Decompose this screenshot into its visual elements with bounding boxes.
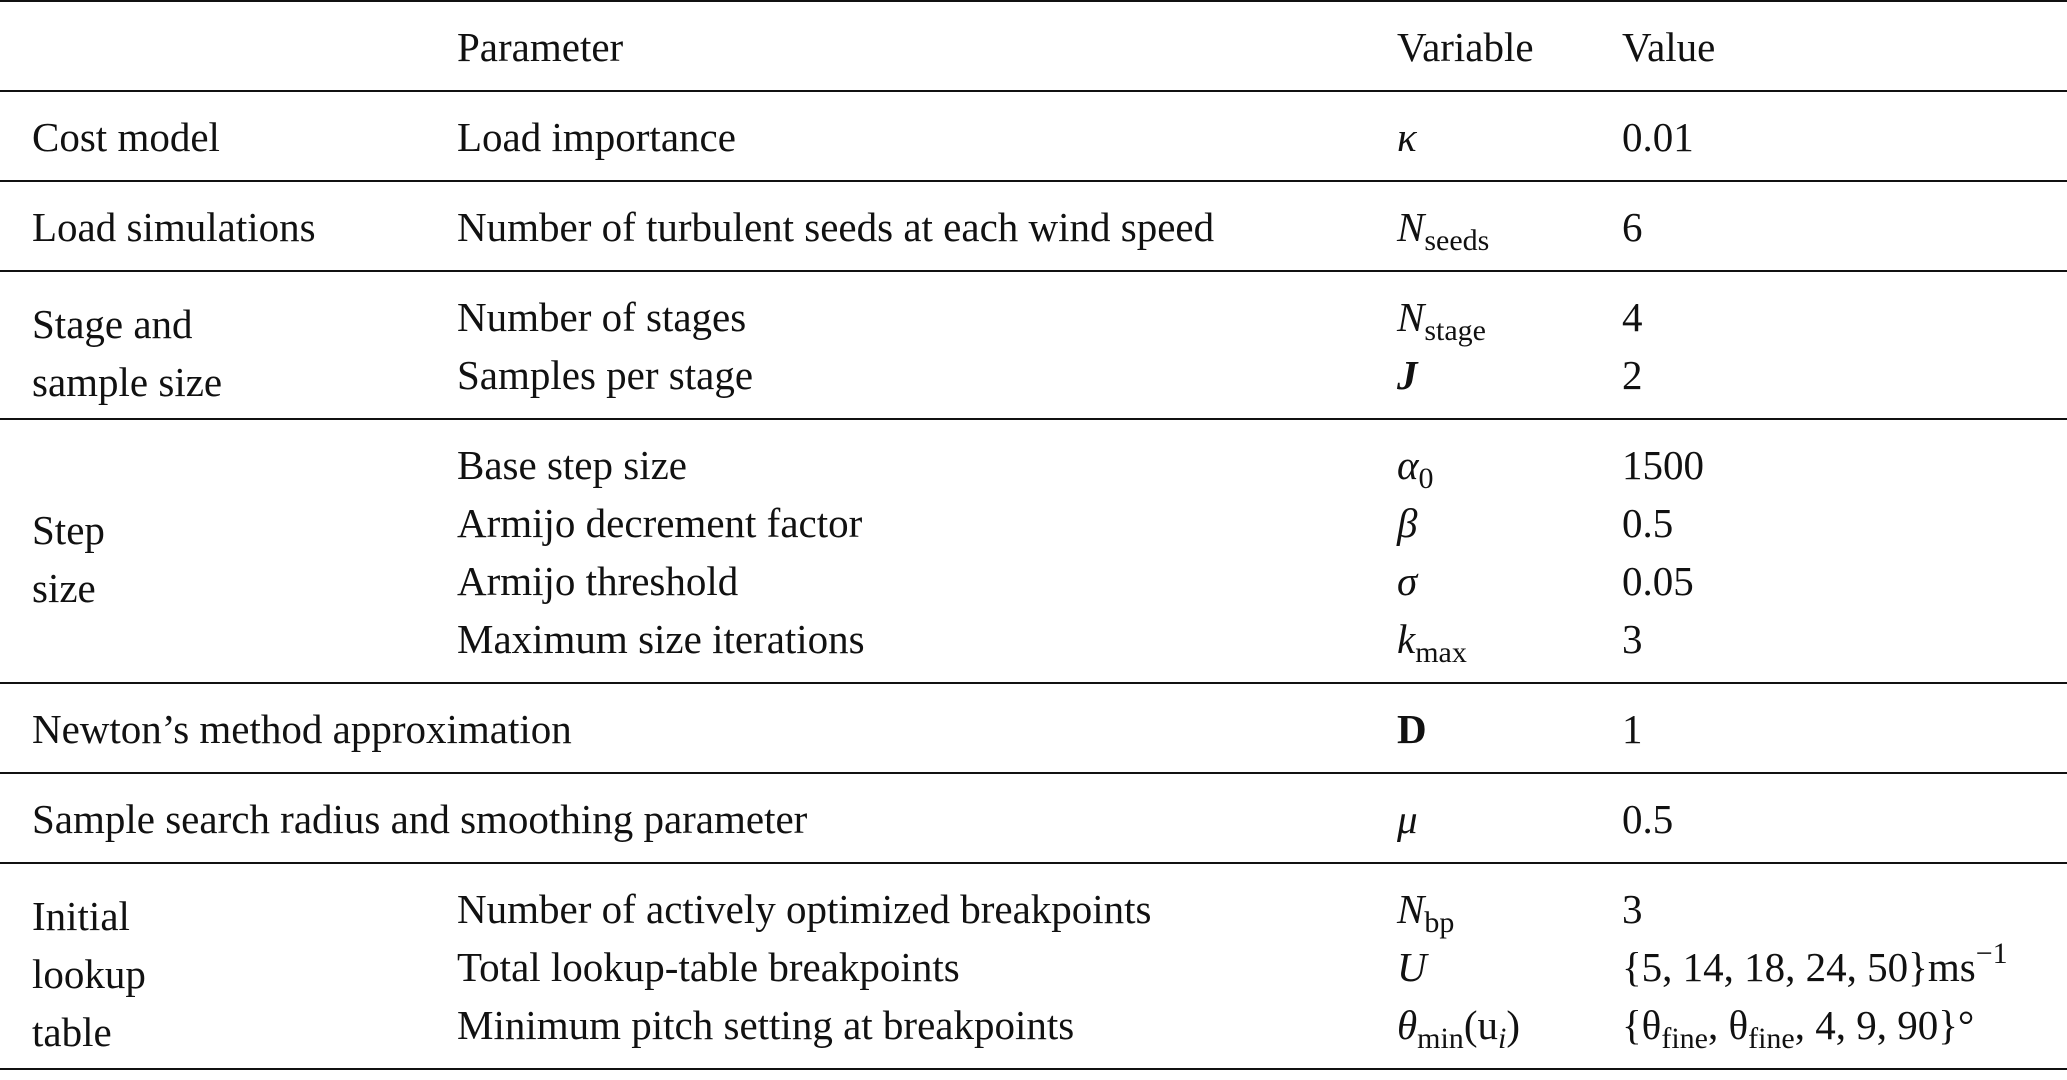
variable-symbol: σ [1397, 558, 1418, 604]
group-label-line: Load simulations [32, 204, 316, 250]
variable-symbol: J [1397, 352, 1418, 398]
variable-cell [1365, 683, 1590, 773]
parameter-cell: Number of stages [457, 294, 747, 340]
table-header-row [0, 1, 2067, 91]
variable-cell [1365, 938, 1590, 996]
group-label-line: Sample search radius and smoothing parameter [32, 796, 808, 842]
variable-cell [1365, 419, 1590, 494]
value-part: , 4, 9, 90}° [1794, 1002, 1975, 1048]
variable-symbol: α [1397, 442, 1419, 488]
parameter-cell: Load importance [457, 114, 736, 160]
value-cell: 0.01 [1622, 114, 1694, 160]
group-label-line: sample size [32, 359, 223, 405]
variable-cell [1365, 773, 1590, 863]
variable-symbol: μ [1397, 796, 1418, 842]
group-label-line: Newton’s method approximation [32, 706, 572, 752]
value-part: , θ [1707, 1002, 1749, 1048]
value-cell: 6 [1622, 204, 1643, 250]
table-row [0, 683, 2067, 773]
value-subscript: fine [1661, 1022, 1708, 1055]
variable-cell [1365, 552, 1590, 610]
group-label [0, 271, 425, 419]
variable-symbol: k [1397, 616, 1416, 662]
variable-symbol: U [1397, 944, 1427, 990]
group-label-line: Step [32, 507, 105, 553]
variable-symbol: D [1397, 706, 1427, 752]
group-label [0, 683, 1365, 773]
value-cell [1590, 938, 2067, 996]
value-text: {5, 14, 18, 24, 50}ms [1622, 944, 1976, 990]
value-part: {θ [1622, 1002, 1662, 1048]
group-label [0, 773, 1365, 863]
parameter-cell: Base step size [457, 442, 687, 488]
value-superscript: −1 [1975, 937, 2008, 970]
variable-subscript: min [1417, 1022, 1464, 1055]
variable-symbol: N [1397, 886, 1425, 932]
group-label [0, 181, 425, 271]
table-row [0, 419, 2067, 494]
variable-cell [1365, 863, 1590, 938]
parameter-cell: Number of actively optimized breakpoints [457, 886, 1152, 932]
group-label-line: Stage and [32, 301, 193, 347]
table-row [0, 91, 2067, 181]
value-cell: 0.05 [1622, 558, 1694, 604]
group-stage-sample-size [0, 271, 2067, 419]
group-label [0, 91, 425, 181]
variable-argument-close: ) [1506, 1002, 1520, 1048]
value-cell: 0.5 [1622, 500, 1674, 546]
group-sample-search-radius [0, 773, 2067, 863]
group-cost-model [0, 91, 2067, 181]
parameter-cell: Maximum size iterations [457, 616, 865, 662]
variable-subscript: seeds [1424, 224, 1490, 257]
group-label-line: Cost model [32, 114, 220, 160]
variable-cell [1365, 91, 1590, 181]
group-label-line: size [32, 565, 96, 611]
variable-cell [1365, 494, 1590, 552]
variable-subscript: max [1415, 636, 1467, 669]
header-variable: Variable [1365, 1, 1590, 91]
variable-symbol: κ [1397, 114, 1417, 160]
parameter-cell: Number of turbulent seeds at each wind speed [457, 204, 1215, 250]
value-cell: 4 [1622, 294, 1643, 340]
group-label-line: lookup [32, 951, 146, 997]
group-newton-method [0, 683, 2067, 773]
variable-symbol: N [1397, 204, 1425, 250]
table-row [0, 181, 2067, 271]
variable-cell [1365, 996, 1590, 1069]
variable-argument-subscript: i [1497, 1022, 1507, 1055]
group-label [0, 419, 425, 683]
parameter-cell: Armijo decrement factor [457, 500, 863, 546]
value-cell: 1 [1622, 706, 1643, 752]
value-subscript: fine [1748, 1022, 1795, 1055]
group-load-simulations [0, 181, 2067, 271]
value-cell: 3 [1622, 886, 1643, 932]
group-label [0, 863, 425, 1069]
variable-cell [1365, 181, 1590, 271]
table-row [0, 271, 2067, 346]
group-initial-lookup-table [0, 863, 2067, 1069]
parameter-cell: Samples per stage [457, 352, 754, 398]
header-parameter: Parameter [425, 1, 1365, 91]
value-cell: 1500 [1622, 442, 1704, 488]
variable-cell [1365, 346, 1590, 419]
variable-cell [1365, 271, 1590, 346]
group-label-line: Initial [32, 893, 130, 939]
value-cell: 0.5 [1622, 796, 1674, 842]
variable-argument: (u [1463, 1002, 1498, 1048]
parameter-cell: Armijo threshold [457, 558, 739, 604]
parameter-cell: Total lookup-table breakpoints [457, 944, 960, 990]
variable-cell [1365, 610, 1590, 683]
parameter-cell: Minimum pitch setting at breakpoints [457, 1002, 1075, 1048]
value-cell [1590, 996, 2067, 1069]
header-group [0, 1, 425, 91]
group-label-line: table [32, 1009, 112, 1055]
variable-subscript: 0 [1418, 462, 1434, 495]
table-row [0, 773, 2067, 863]
variable-symbol: θ [1397, 1002, 1418, 1048]
table-row [0, 863, 2067, 938]
variable-subscript: bp [1424, 906, 1455, 939]
value-cell: 3 [1622, 616, 1643, 662]
variable-symbol: N [1397, 294, 1425, 340]
variable-subscript: stage [1424, 314, 1486, 347]
variable-symbol: β [1397, 500, 1418, 546]
header-value: Value [1590, 1, 2067, 91]
group-step-size [0, 419, 2067, 683]
value-cell: 2 [1622, 352, 1643, 398]
